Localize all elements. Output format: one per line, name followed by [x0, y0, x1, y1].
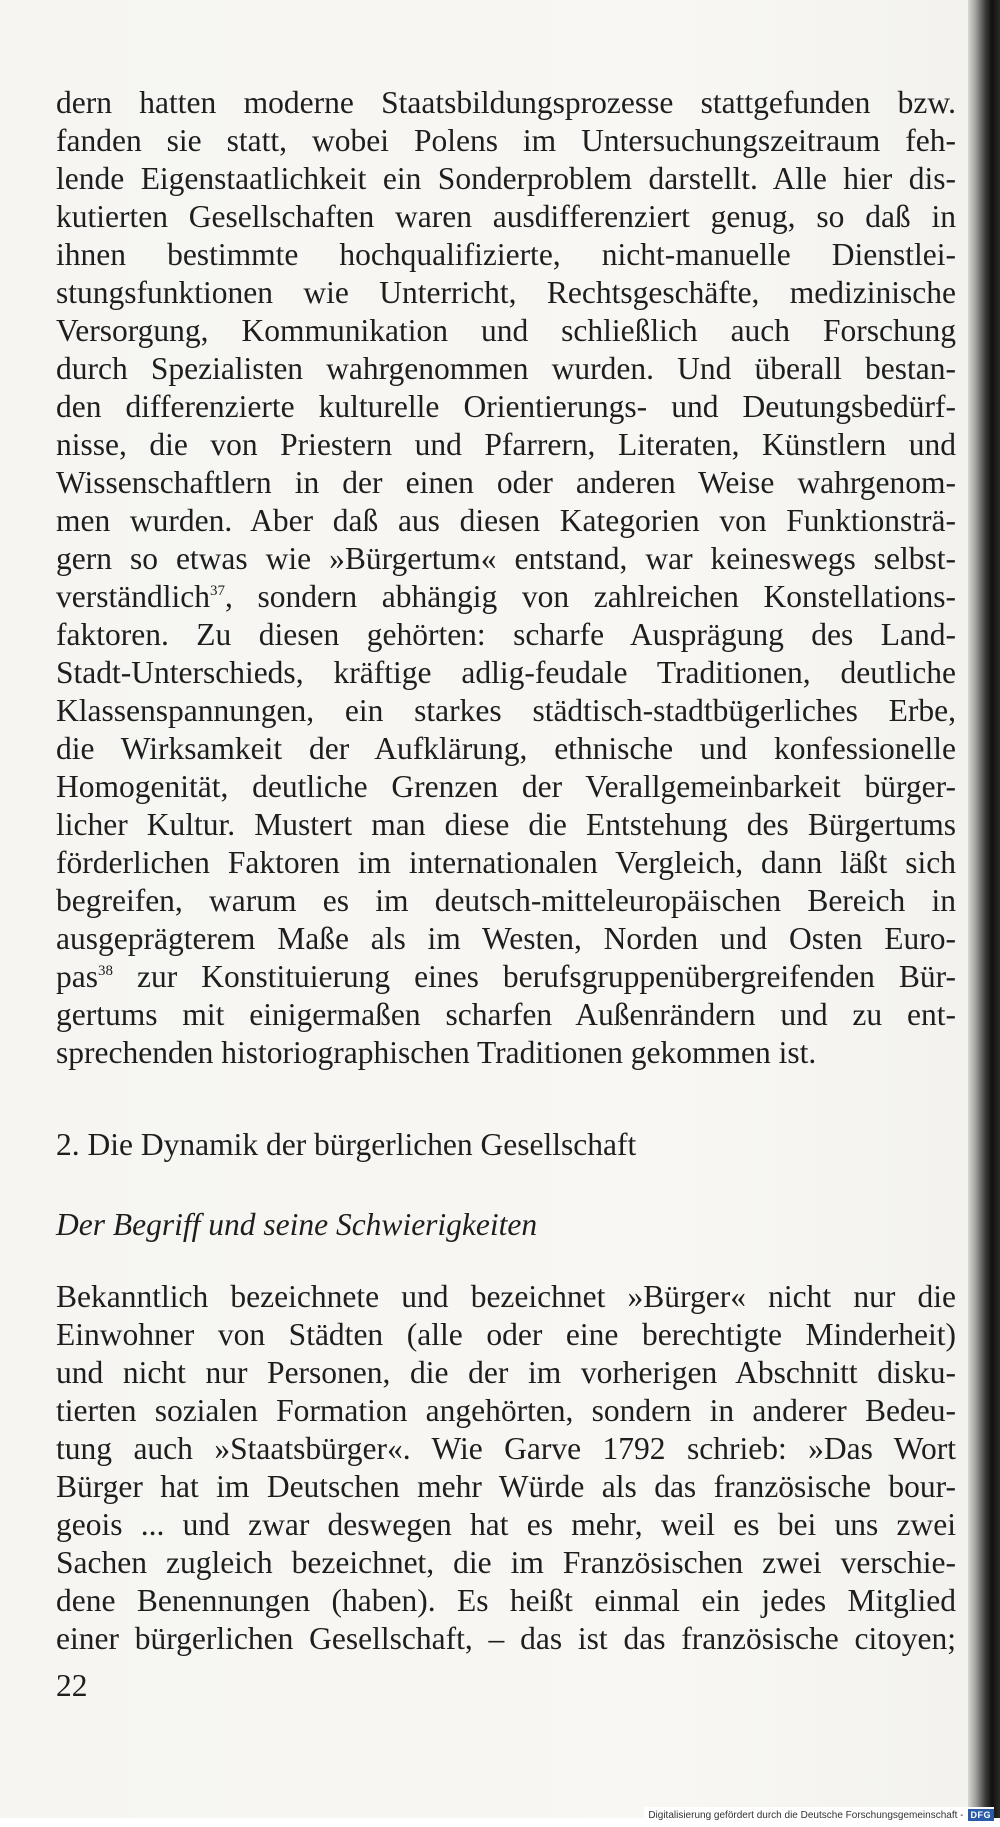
text-line: begreifen, warum es im deutsch-mitteleuropäischen Bereich in	[56, 883, 956, 918]
text-fragment: pas	[56, 959, 98, 994]
text-line: dene Benennungen (haben). Es heißt einmal ein jedes Mitglied	[56, 1583, 956, 1618]
text-line: gern so etwas wie »Bürgertum« entstand, war keineswegs selbst-	[56, 541, 956, 576]
text-line: fanden sie statt, wobei Polens im Untersuchungszeitraum feh-	[56, 123, 956, 158]
page-number: 22	[56, 1668, 88, 1703]
text-line: tung auch »Staatsbürger«. Wie Garve 1792 schrieb: »Das Wort	[56, 1431, 956, 1466]
text-line: Bürger hat im Deutschen mehr Würde als das französische bour-	[56, 1469, 956, 1504]
text-line: Klassenspannungen, ein starkes städtisch-stadtbügerliches Erbe,	[56, 693, 956, 728]
text-line: geois ... und zwar deswegen hat es mehr, weil es bei uns zwei	[56, 1507, 956, 1542]
text-line: lende Eigenstaatlichkeit ein Sonderproblem darstellt. Alle hier dis-	[56, 161, 956, 196]
digitization-credit	[644, 1807, 994, 1823]
text-line: einer bürgerlichen Gesellschaft, – das ist das französische citoyen;	[56, 1621, 956, 1656]
text-line: durch Spezialisten wahrgenommen wurden. Und überall bestan-	[56, 351, 956, 386]
text-line: förderlichen Faktoren im internationalen Vergleich, dann läßt sich	[56, 845, 956, 880]
text-line: und nicht nur Personen, die der im vorherigen Abschnitt disku-	[56, 1355, 956, 1390]
text-line: Versorgung, Kommunikation und schließlich auch Forschung	[56, 313, 956, 348]
dfg-logo-icon: DFG	[968, 1809, 995, 1821]
text-line: faktoren. Zu diesen gehörten: scharfe Ausprägung des Land-	[56, 617, 956, 652]
text-line: Einwohner von Städten (alle oder eine berechtigte Minderheit)	[56, 1317, 956, 1352]
text-line: ihnen bestimmte hochqualifizierte, nicht-manuelle Dienstlei-	[56, 237, 956, 272]
text-line-with-footnote	[56, 958, 956, 996]
credit-text: Digitalisierung gefördert durch die Deutsche Forschungsgemeinschaft -	[648, 1809, 964, 1821]
text-line-with-footnote	[56, 578, 956, 616]
text-line: Sachen zugleich bezeichnet, die im Französischen zwei verschie-	[56, 1545, 956, 1580]
text-fragment: verständlich	[56, 579, 210, 614]
text-line: den differenzierte kulturelle Orientierungs- und Deutungsbedürf-	[56, 389, 956, 424]
book-spine-shadow	[968, 0, 1000, 1818]
text-line: stungsfunktionen wie Unterricht, Rechtsgeschäfte, medizinische	[56, 275, 956, 310]
footnote-ref-37: 37	[209, 583, 225, 599]
text-line: kutierten Gesellschaften waren ausdifferenziert genug, so daß in	[56, 199, 956, 234]
text-fragment: zur Konstituierung eines berufsgruppenübergreifenden Bür-	[113, 959, 956, 994]
text-line: licher Kultur. Mustert man diese die Entstehung des Bürgertums	[56, 807, 956, 842]
text-line: Stadt-Unterschieds, kräftige adlig-feudale Traditionen, deutliche	[56, 655, 956, 690]
text-line: gertums mit einigermaßen scharfen Außenrändern und zu ent-	[56, 997, 956, 1032]
text-line: sprechenden historiographischen Traditionen gekommen ist.	[56, 1035, 817, 1070]
text-line: Bekanntlich bezeichnete und bezeichnet »Bürger« nicht nur die	[56, 1279, 956, 1314]
text-line: Homogenität, deutliche Grenzen der Verallgemeinbarkeit bürger-	[56, 769, 956, 804]
text-line: Wissenschaftlern in der einen oder anderen Weise wahrgenom-	[56, 465, 956, 500]
text-line: nisse, die von Priestern und Pfarrern, Literaten, Künstlern und	[56, 427, 956, 462]
text-line: ausgeprägterem Maße als im Westen, Norden und Osten Euro-	[56, 921, 956, 956]
text-line: die Wirksamkeit der Aufklärung, ethnische und konfessionelle	[56, 731, 956, 766]
text-line: dern hatten moderne Staatsbildungsprozesse stattgefunden bzw.	[56, 85, 956, 120]
section-heading: 2. Die Dynamik der bürgerlichen Gesellschaft	[56, 1127, 637, 1162]
text-line: tierten sozialen Formation angehörten, sondern in anderer Bedeu-	[56, 1393, 956, 1428]
text-line: men wurden. Aber daß aus diesen Kategorien von Funktionsträ-	[56, 503, 956, 538]
footnote-ref-38: 38	[98, 963, 113, 979]
text-fragment: , sondern abhängig von zahlreichen Konstellations-	[224, 579, 956, 614]
subsection-heading: Der Begriff und seine Schwierigkeiten	[56, 1207, 538, 1242]
